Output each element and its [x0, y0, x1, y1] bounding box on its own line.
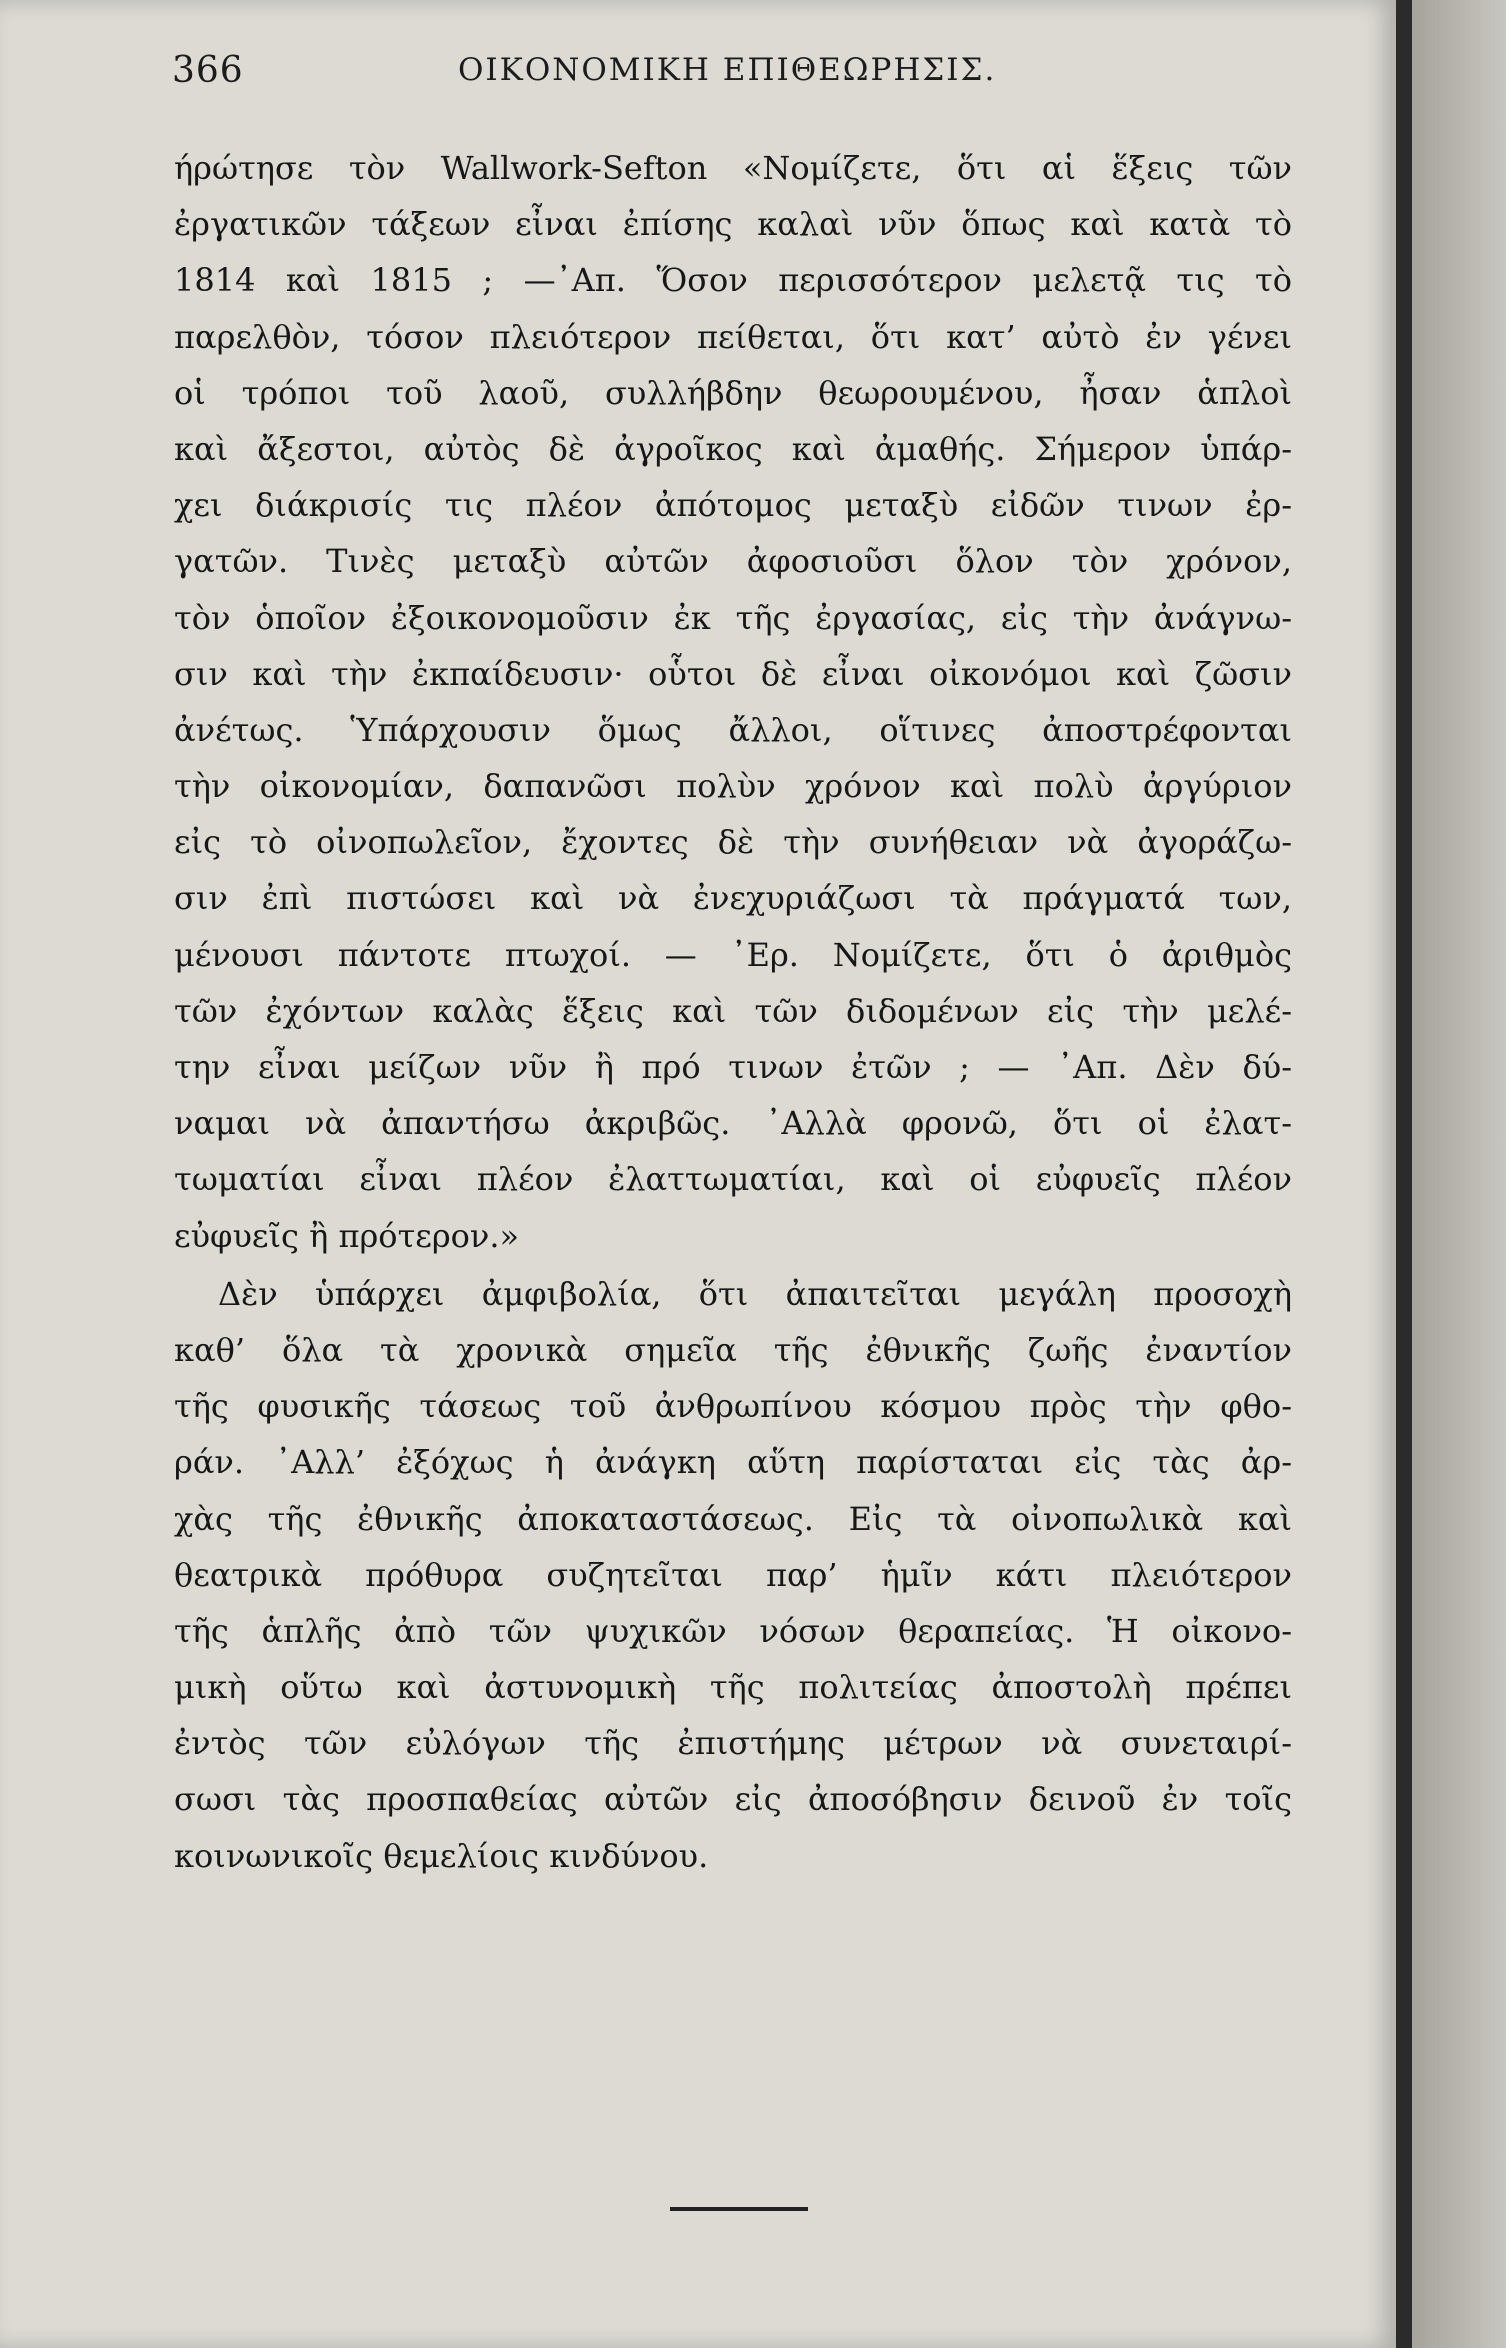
body-text [174, 140, 1292, 1884]
text-line: σωσι τὰς προσπαθείας αὐτῶν εἰς ἀποσόβησιν δεινοῦ ἐν τοῖς [174, 1780, 1292, 1819]
text-line: κοινωνικοῖς θεμελίοις κινδύνου. [174, 1836, 709, 1875]
text-line: παρελθὸν, τόσον πλειότερον πείθεται, ὅτι κατ’ αὐτὸ ἐν γένει [174, 317, 1292, 356]
text-line: οἱ τρόποι τοῦ λαοῦ, συλλήβδην θεωρουμένου, ἦσαν ἁπλοὶ [174, 373, 1292, 412]
text-line: τῆς φυσικῆς τάσεως τοῦ ἀνθρωπίνου κόσμου πρὸς τὴν φθο- [174, 1387, 1292, 1426]
text-line: σιν ἐπὶ πιστώσει καὶ νὰ ἐνεχυριάζωσι τὰ πράγματά των, [174, 879, 1292, 918]
paragraph [174, 1266, 1292, 1884]
text-line: μικὴ οὕτω καὶ ἀστυνομικὴ τῆς πολιτείας ἀποστολὴ πρέπει [174, 1668, 1292, 1707]
text-line: καθ’ ὅλα τὰ χρονικὰ σημεῖα τῆς ἐθνικῆς ζωῆς ἐναντίον [174, 1330, 1292, 1369]
text-line: χει διάκρισίς τις πλέον ἀπότομος μεταξὺ εἰδῶν τινων ἐρ- [174, 486, 1292, 525]
text-line: ναμαι νὰ ἀπαντήσω ἀκριβῶς. ᾿Αλλὰ φρονῶ, ὅτι οἱ ἐλατ- [174, 1104, 1292, 1143]
text-line: τὸν ὁποῖον ἐξοικονομοῦσιν ἐκ τῆς ἐργασίας, εἰς τὴν ἀνάγνω- [174, 598, 1292, 637]
text-line: τὴν οἰκονομίαν, δαπανῶσι πολὺν χρόνον καὶ πολὺ ἀργύριον [174, 767, 1292, 806]
text-line: ἀνέτως. Ὑπάρχουσιν ὅμως ἄλλοι, οἵτινες ἀποστρέφονται [174, 710, 1292, 749]
running-head: ΟΙΚΟΝΟΜΙΚΗ ΕΠΙΘΕΩΡΗΣΙΣ. [458, 52, 997, 88]
text-line: τῆς ἁπλῆς ἀπὸ τῶν ψυχικῶν νόσων θεραπείας. Ἡ οἰκονο- [174, 1611, 1292, 1650]
text-line: εὐφυεῖς ἢ πρότερον.» [174, 1216, 520, 1255]
scan-background-edge [1412, 0, 1506, 2348]
text-line: θεατρικὰ πρόθυρα συζητεῖται παρ’ ἡμῖν κάτι πλειότερον [174, 1555, 1292, 1594]
text-line: σιν καὶ τὴν ἐκπαίδευσιν· οὗτοι δὲ εἶναι οἰκονόμοι καὶ ζῶσιν [174, 654, 1292, 693]
text-line: ἐργατικῶν τάξεων εἶναι ἐπίσης καλαὶ νῦν ὅπως καὶ κατὰ τὸ [174, 205, 1292, 244]
page-header [168, 50, 1298, 100]
page-number: 366 [172, 50, 244, 91]
text-line: καὶ ἄξεστοι, αὐτὸς δὲ ἀγροῖκος καὶ ἀμαθής. Σήμερον ὑπάρ- [174, 429, 1292, 468]
text-line: μένουσι πάντοτε πτωχοί. — ᾿Ερ. Νομίζετε, ὅτι ὁ ἀριθμὸς [174, 935, 1292, 974]
page-gutter-shadow [1396, 0, 1412, 2348]
text-line: εἰς τὸ οἰνοπωλεῖον, ἔχοντες δὲ τὴν συνήθειαν νὰ ἀγοράζω- [174, 823, 1292, 862]
text-line: τωματίαι εἶναι πλέον ἐλαττωματίαι, καὶ οἱ εὐφυεῖς πλέον [174, 1160, 1292, 1199]
text-line: ήρώτησε τὸν Wallwork-Sefton «Νομίζετε, ὅτι αἱ ἕξεις τῶν [174, 149, 1292, 187]
end-of-section-rule [670, 2207, 808, 2211]
text-line: τῶν ἐχόντων καλὰς ἕξεις καὶ τῶν διδομένων εἰς τὴν μελέ- [174, 991, 1292, 1030]
text-line: Δὲν ὑπάρχει ἀμφιβολία, ὅτι ἀπαιτεῖται μεγάλη προσοχὴ [218, 1274, 1292, 1313]
paragraph [174, 140, 1292, 1264]
text-line: ράν. ᾿Αλλ’ ἐξόχως ἡ ἀνάγκη αὕτη παρίσταται εἰς τὰς ἀρ- [174, 1443, 1292, 1482]
text-line: 1814 καὶ 1815 ; —᾿Απ. Ὅσον περισσότερον μελετᾷ τις τὸ [174, 261, 1292, 300]
text-line: χὰς τῆς ἐθνικῆς ἀποκαταστάσεως. Εἰς τὰ οἰνοπωλικὰ καὶ [174, 1499, 1292, 1538]
text-line: ἐντὸς τῶν εὐλόγων τῆς ἐπιστήμης μέτρων νὰ συνεταιρί- [174, 1724, 1292, 1763]
text-line: την εἶναι μείζων νῦν ἢ πρό τινων ἐτῶν ; — ᾿Απ. Δὲν δύ- [174, 1048, 1292, 1086]
text-line: γατῶν. Τινὲς μεταξὺ αὐτῶν ἀφοσιοῦσι ὅλον τὸν χρόνον, [174, 542, 1292, 581]
